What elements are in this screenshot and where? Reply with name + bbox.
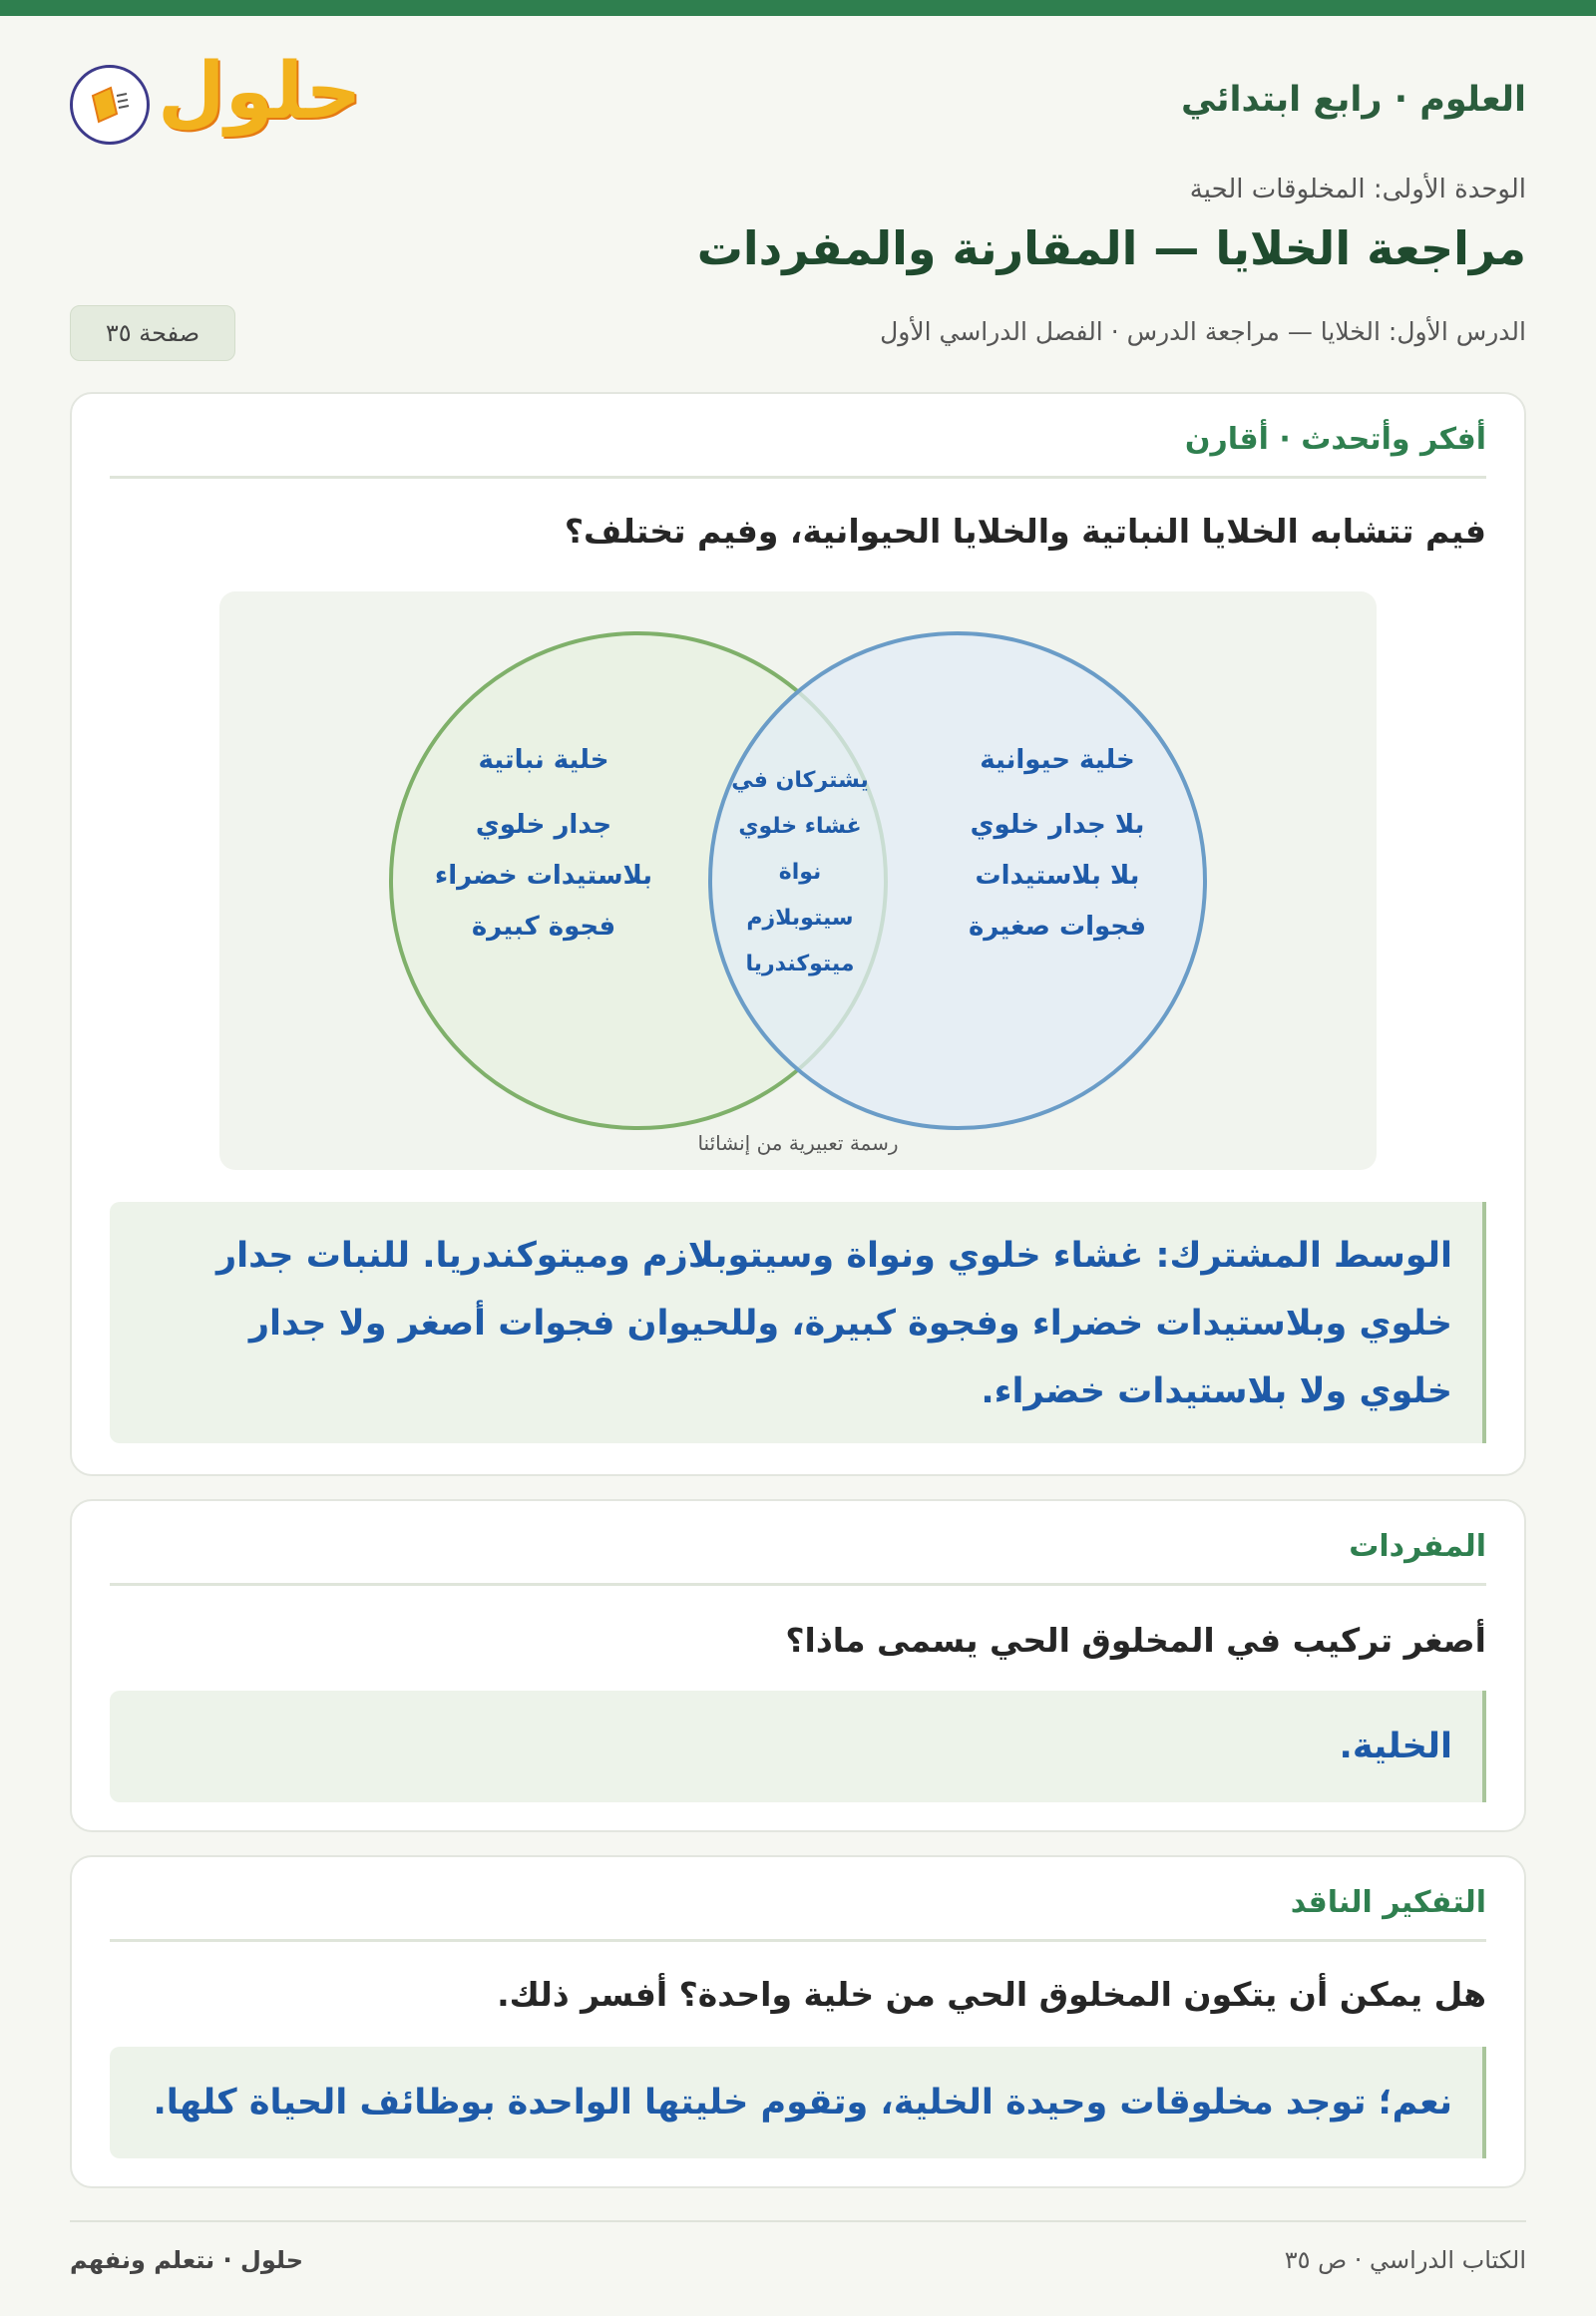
brand-logo[interactable] bbox=[70, 47, 362, 155]
book-logo-icon bbox=[70, 65, 150, 145]
page-title: مراجعة الخلايا — المقارنة والمفردات bbox=[696, 221, 1526, 275]
common-item: ميتوكندريا bbox=[745, 952, 855, 976]
critical-card-heading: التفكير الناقد bbox=[110, 1885, 1486, 1942]
common-item: يشتركان في bbox=[731, 768, 869, 793]
plant-item: جدار خلوي bbox=[475, 810, 612, 840]
compare-card-heading: أفكر وأتحدث · أقارن bbox=[110, 422, 1486, 479]
animal-item: بلا بلاستيدات bbox=[975, 861, 1140, 891]
page-number-badge: صفحة ٣٥ bbox=[70, 305, 235, 361]
venn-diagram bbox=[219, 591, 1377, 1170]
vocab-question: أصغر تركيب في المخلوق الحي يسمى ماذا؟ bbox=[785, 1621, 1486, 1660]
plant-item: فجوة كبيرة bbox=[471, 912, 616, 942]
logo-wordmark: حلول bbox=[158, 47, 362, 137]
common-item: نواة bbox=[778, 860, 822, 885]
answer-line: خلوي وبلاستيدات خضراء وفجوة كبيرة، وللحيوان فجوات أصغر ولا جدار bbox=[248, 1304, 1452, 1344]
unit-label: الوحدة الأولى: المخلوقات الحية bbox=[1189, 175, 1526, 204]
plant-title: خلية نباتية bbox=[478, 745, 609, 775]
footer-brand[interactable]: حلول · نتعلم ونفهم bbox=[70, 2246, 303, 2274]
vocab-answer: الخلية. bbox=[110, 1691, 1486, 1802]
vocab-card bbox=[70, 1499, 1526, 1832]
animal-title: خلية حيوانية bbox=[980, 745, 1135, 775]
critical-question: هل يمكن أن يتكون المخلوق الحي من خلية واحدة؟ أفسر ذلك. bbox=[497, 1975, 1486, 2014]
answer-line: خلوي ولا بلاستيدات خضراء. bbox=[981, 1371, 1452, 1411]
venn-caption: رسمة تعبيرية من إنشائنا bbox=[697, 1131, 899, 1155]
critical-answer: نعم؛ توجد مخلوقات وحيدة الخلية، وتقوم خليتها الواحدة بوظائف الحياة كلها. bbox=[110, 2047, 1486, 2158]
animal-item: بلا جدار خلوي bbox=[970, 810, 1145, 840]
compare-question: فيم تتشابه الخلايا النباتية والخلايا الحيوانية، وفيم تختلف؟ bbox=[564, 512, 1486, 551]
animal-item: فجوات صغيرة bbox=[968, 912, 1147, 942]
common-item: سيتوبلازم bbox=[746, 906, 854, 931]
lesson-label: الدرس الأول: الخلايا — مراجعة الدرس · الفصل الدراسي الأول bbox=[880, 317, 1526, 346]
subject-label: العلوم · رابع ابتدائي bbox=[1180, 80, 1526, 120]
critical-card bbox=[70, 1855, 1526, 2188]
compare-card bbox=[70, 392, 1526, 1476]
compare-answer bbox=[110, 1202, 1486, 1443]
footer-book-reference: الكتاب الدراسي · ص ٣٥ bbox=[1284, 2246, 1526, 2274]
vocab-card-heading: المفردات bbox=[110, 1529, 1486, 1586]
venn-svg bbox=[219, 591, 1377, 1170]
common-item: غشاء خلوي bbox=[738, 814, 862, 839]
footer-divider bbox=[70, 2220, 1526, 2222]
answer-line: الوسط المشترك: غشاء خلوي ونواة وسيتوبلازم وميتوكندريا. للنبات جدار bbox=[215, 1236, 1452, 1276]
plant-item: بلاستيدات خضراء bbox=[434, 861, 653, 891]
